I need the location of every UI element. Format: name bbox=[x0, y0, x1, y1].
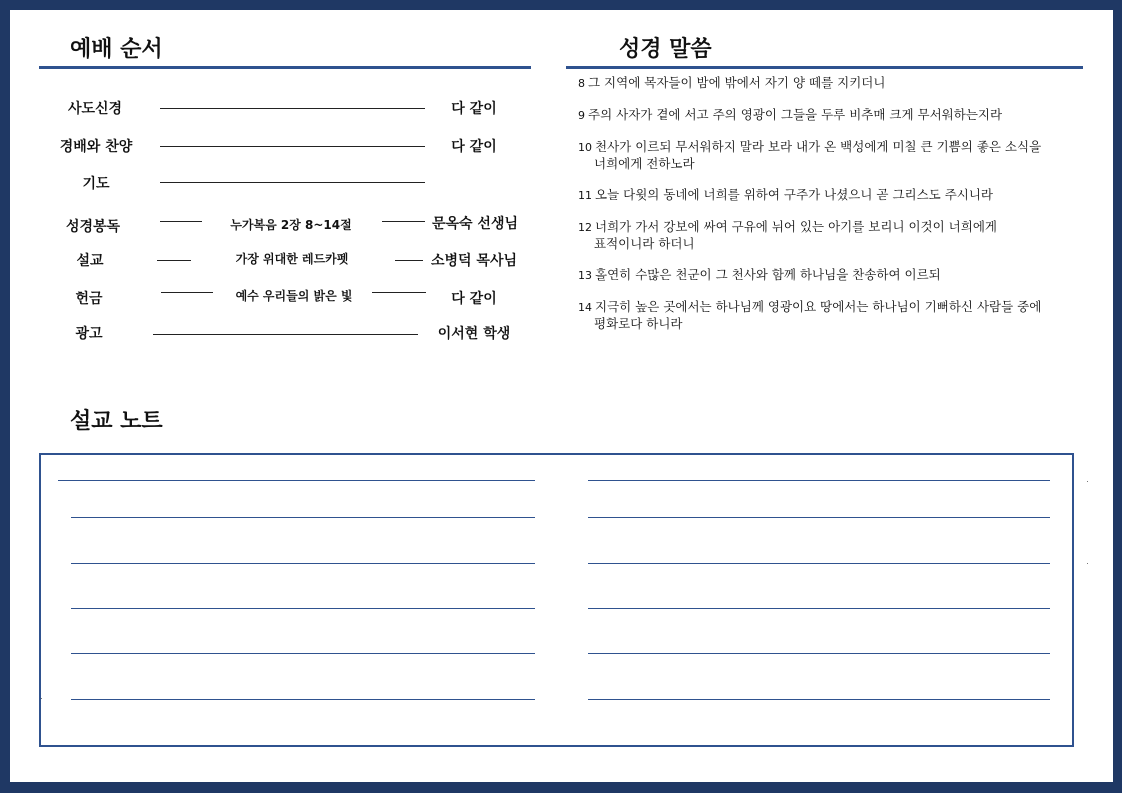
order-detail: 가장 위대한 레드카펫 bbox=[235, 252, 349, 266]
verse-continuation: 너희에게 전하노라 bbox=[594, 156, 695, 171]
verse-text: 주의 사자가 곁에 서고 주의 영광이 그들을 두루 비추매 크게 무서워하는지라 bbox=[588, 107, 1003, 122]
note-line bbox=[588, 608, 1050, 609]
order-label: 설교 bbox=[76, 253, 104, 269]
verse bbox=[578, 299, 1090, 332]
bulletin-page bbox=[10, 10, 1113, 782]
edge-mark bbox=[1087, 563, 1088, 564]
note-line bbox=[71, 563, 535, 564]
order-detail: 예수 우리들의 밝은 빛 bbox=[235, 289, 353, 303]
verse-continuation: 평화로다 하니라 bbox=[594, 316, 683, 331]
order-line bbox=[160, 146, 425, 147]
order-leader: 다 같이 bbox=[451, 139, 497, 155]
verse-text: 홀연히 수많은 천군이 그 천사와 함께 하나님을 찬송하여 이르되 bbox=[595, 267, 941, 282]
verse-number: 9 bbox=[578, 109, 585, 122]
verse bbox=[578, 219, 1090, 252]
note-line bbox=[588, 653, 1050, 654]
order-row bbox=[10, 250, 530, 274]
order-row bbox=[10, 98, 530, 122]
order-label: 광고 bbox=[75, 326, 103, 342]
order-line bbox=[153, 334, 418, 335]
order-leader: 이서현 학생 bbox=[437, 326, 511, 342]
scripture-title: 성경 말씀 bbox=[619, 37, 712, 62]
verse-text: 천사가 이르되 무서워하지 말라 보라 내가 온 백성에게 미칠 큰 기쁨의 좋은 소식을 bbox=[595, 139, 1042, 154]
edge-mark bbox=[1087, 481, 1088, 482]
note-line bbox=[588, 517, 1050, 518]
verse-continuation: 표적이니라 하더니 bbox=[594, 236, 695, 251]
order-leader: 문옥숙 선생님 bbox=[431, 216, 519, 232]
order-line bbox=[160, 182, 425, 183]
order-line bbox=[160, 108, 425, 109]
order-line bbox=[395, 260, 423, 261]
order-leader: 다 같이 bbox=[451, 101, 497, 117]
note-line bbox=[71, 699, 535, 700]
verse-text: 지극히 높은 곳에서는 하나님께 영광이요 땅에서는 하나님이 기뻐하신 사람들 중에 bbox=[595, 299, 1042, 314]
note-line bbox=[588, 563, 1050, 564]
order-line bbox=[161, 292, 213, 293]
order-line bbox=[160, 221, 202, 222]
verse bbox=[578, 187, 1090, 204]
note-line bbox=[588, 699, 1050, 700]
worship-order-title: 예배 순서 bbox=[70, 37, 163, 62]
order-label: 기도 bbox=[82, 176, 110, 192]
verse-number: 13 bbox=[578, 269, 592, 282]
order-label: 사도신경 bbox=[67, 101, 123, 117]
order-label: 헌금 bbox=[75, 291, 103, 307]
worship-order-title-rule bbox=[39, 66, 531, 69]
order-line bbox=[382, 221, 425, 222]
verse-text: 오늘 다윗의 동네에 너희를 위하여 구주가 나셨으니 곧 그리스도 주시니라 bbox=[595, 187, 994, 202]
order-label: 경배와 찬양 bbox=[59, 139, 133, 155]
verse bbox=[578, 107, 1090, 124]
note-line bbox=[71, 608, 535, 609]
sermon-notes-title: 설교 노트 bbox=[70, 409, 163, 434]
verse-text: 그 지역에 목자들이 밤에 밖에서 자기 양 떼를 지키더니 bbox=[588, 75, 886, 90]
verse bbox=[578, 267, 1090, 284]
order-leader: 다 같이 bbox=[451, 291, 497, 307]
note-line bbox=[71, 517, 535, 518]
note-line bbox=[588, 480, 1050, 481]
order-label: 성경봉독 bbox=[65, 219, 121, 235]
verse-number: 8 bbox=[578, 77, 585, 90]
note-line bbox=[71, 653, 535, 654]
order-row bbox=[10, 288, 530, 312]
order-row bbox=[10, 173, 530, 197]
verse bbox=[578, 75, 1090, 92]
verse-number: 12 bbox=[578, 221, 592, 234]
verse-number: 11 bbox=[578, 189, 592, 202]
verse-text: 너희가 가서 강보에 싸여 구유에 뉘어 있는 아기를 보리니 이것이 너희에게 bbox=[595, 219, 997, 234]
order-detail: 누가복음 2장 8~14절 bbox=[230, 218, 352, 232]
verse bbox=[578, 139, 1090, 172]
edge-mark bbox=[41, 698, 42, 699]
order-row bbox=[10, 216, 530, 240]
scripture-title-rule bbox=[566, 66, 1083, 69]
order-line bbox=[372, 292, 426, 293]
order-row bbox=[10, 136, 530, 160]
order-leader: 소병덕 목사님 bbox=[430, 253, 518, 269]
order-row bbox=[10, 323, 530, 347]
note-line bbox=[58, 480, 535, 481]
verse-number: 10 bbox=[578, 141, 592, 154]
verse-number: 14 bbox=[578, 301, 592, 314]
order-line bbox=[157, 260, 191, 261]
sermon-notes-box[interactable] bbox=[39, 453, 1074, 747]
